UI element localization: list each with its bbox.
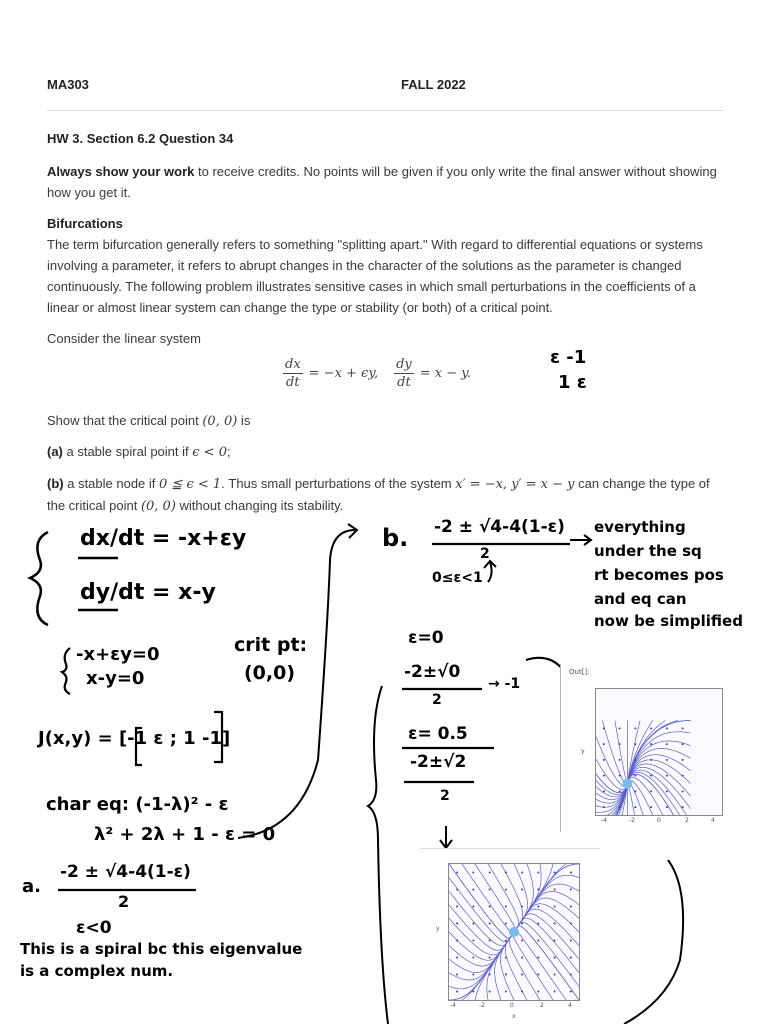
stream-line (449, 933, 513, 1000)
dx-rhs: = −x + ϵy, (308, 366, 379, 381)
stream-arrowhead (634, 759, 636, 761)
phase-portrait-bottom (420, 848, 600, 1025)
stream-arrowhead (682, 790, 684, 792)
stream-arrowhead (570, 889, 572, 891)
stream-arrowhead (537, 923, 539, 925)
stream-arrowhead (505, 940, 507, 942)
stream-arrowhead (537, 906, 539, 908)
stream-arrowhead (505, 906, 507, 908)
stream-arrowhead (619, 759, 621, 761)
stream-arrowhead (666, 743, 668, 745)
plot-top-output-label: Out[]: (569, 668, 590, 676)
stream-arrowhead (619, 790, 621, 792)
hw-char-eq: char eq: (-1-λ)² - ε (46, 794, 229, 815)
stream-arrowhead (472, 889, 474, 891)
stream-line (516, 904, 579, 932)
part-b-label: (b) (47, 476, 64, 491)
stream-arrowhead (521, 923, 523, 925)
stream-arrowhead (489, 940, 491, 942)
stream-arrowhead (650, 727, 652, 729)
stream-arrowhead (603, 743, 605, 745)
hw-e0-result: → -1 (488, 676, 521, 692)
stream-arrowhead (619, 775, 621, 777)
stream-line (501, 864, 523, 930)
dy-denominator: dt (397, 375, 411, 390)
part-b-pre: a stable node if (63, 476, 160, 491)
stream-arrowhead (603, 775, 605, 777)
hw-b-condition: 0≤ε<1 (432, 570, 483, 586)
stream-arrowhead (537, 889, 539, 891)
stream-arrowhead (554, 974, 556, 976)
part-b-post: without changing its stability. (175, 498, 344, 513)
stream-arrowhead (521, 940, 523, 942)
stream-line (628, 767, 691, 808)
part-b-condition: 0 ≦ ϵ < 1 (159, 477, 222, 492)
hw-crit-eq2: x-y=0 (86, 668, 145, 689)
stream-arrowhead (505, 974, 507, 976)
stream-line (449, 905, 512, 951)
stream-line (515, 864, 579, 931)
stream-arrowhead (505, 957, 507, 959)
hw-crit-point: (0,0) (244, 662, 296, 684)
stream-arrowhead (489, 872, 491, 874)
stream-arrowhead (570, 940, 572, 942)
stream-arrowhead (619, 727, 621, 729)
stream-arrowhead (603, 806, 605, 808)
plot-top-xtick: -4 (601, 817, 607, 824)
stream-arrowhead (472, 872, 474, 874)
stream-line (628, 721, 691, 781)
stream-arrowhead (619, 806, 621, 808)
plot-bottom-xlabel: x (512, 1013, 516, 1020)
stream-arrowhead (521, 957, 523, 959)
stream-arrowhead (634, 727, 636, 729)
stream-arrowhead (472, 906, 474, 908)
stream-line (515, 926, 579, 1000)
stream-arrowhead (570, 906, 572, 908)
stream-arrowhead (456, 991, 458, 993)
stream-arrowhead (537, 957, 539, 959)
hw-e0-formula: -2±√0 (404, 662, 461, 682)
stream-line (628, 721, 678, 782)
stream-arrowhead (472, 974, 474, 976)
stream-arrowhead (505, 889, 507, 891)
dy-numerator: dy (396, 357, 412, 372)
stream-arrowhead (472, 923, 474, 925)
stream-arrowhead (521, 872, 523, 874)
hw-b-note-line4: and eq can (594, 590, 687, 608)
plot-bottom-ylabel: y (436, 925, 440, 932)
stream-arrowhead (603, 790, 605, 792)
part-a-pre: a stable spiral point if (62, 444, 193, 459)
stream-line (462, 934, 513, 1001)
stream-arrowhead (682, 727, 684, 729)
stream-arrowhead (666, 759, 668, 761)
hw-matrix-bottom: 1 ε (558, 372, 587, 393)
stream-line (449, 864, 513, 938)
stream-arrowhead (537, 974, 539, 976)
show-point: (0, 0) (202, 414, 238, 429)
stream-arrowhead (634, 806, 636, 808)
stream-arrowhead (570, 974, 572, 976)
stream-arrowhead (472, 991, 474, 993)
stream-arrowhead (554, 940, 556, 942)
stream-arrowhead (456, 923, 458, 925)
stream-arrowhead (521, 906, 523, 908)
stream-line (515, 864, 553, 930)
stream-line (628, 760, 691, 784)
hw-b-formula: -2 ± √4-4(1-ε) (434, 517, 565, 537)
plot-bottom-xtick: 0 (510, 1002, 514, 1009)
part-a-post: ; (226, 444, 231, 459)
stream-arrowhead (682, 775, 684, 777)
stream-arrowhead (666, 727, 668, 729)
stream-line (513, 933, 554, 1000)
part-b-point: (0, 0) (140, 499, 176, 514)
stream-arrowhead (570, 957, 572, 959)
plot-top-ylabel: y (581, 748, 585, 755)
stream-arrowhead (650, 743, 652, 745)
stream-arrowhead (666, 790, 668, 792)
stream-line (449, 933, 513, 1000)
stream-arrowhead (634, 775, 636, 777)
stream-line (501, 935, 515, 1000)
hw-part-a-label: a. (22, 876, 41, 897)
hw-part-b-label: b. (382, 524, 409, 552)
stream-arrowhead (570, 991, 572, 993)
stream-arrowhead (456, 872, 458, 874)
stream-arrowhead (682, 759, 684, 761)
stream-arrowhead (489, 991, 491, 993)
stream-arrowhead (634, 790, 636, 792)
course-code: MA303 (47, 77, 89, 92)
stream-arrowhead (489, 906, 491, 908)
stream-arrowhead (456, 906, 458, 908)
stream-arrowhead (489, 889, 491, 891)
hw-b-note-line5: now be simplified (594, 612, 743, 630)
phase-portrait-top (560, 664, 729, 832)
stream-line (449, 932, 512, 960)
stream-arrowhead (634, 743, 636, 745)
part-b-mid2: can change the type of the critical point (47, 476, 710, 513)
stream-arrowhead (570, 923, 572, 925)
bifurcations-heading: Bifurcations (47, 216, 123, 231)
hw-b-note-line3: rt becomes pos (594, 566, 724, 584)
hw-title: HW 3. Section 6.2 Question 34 (47, 131, 234, 146)
hw-epsilon-zero: ε=0 (408, 628, 444, 648)
hw-char-eq2: λ² + 2λ + 1 - ε = 0 (94, 824, 276, 845)
stream-line (628, 785, 640, 815)
stream-line (449, 864, 513, 938)
hw-b-denominator: 2 (480, 546, 490, 562)
part-a-condition: ϵ < 0 (192, 445, 227, 460)
stream-arrowhead (472, 940, 474, 942)
dx-denominator: dt (286, 375, 300, 390)
dy-rhs: = x − y. (419, 366, 472, 381)
hw-matrix-top: ε -1 (550, 347, 587, 368)
stream-line (515, 922, 579, 986)
stream-arrowhead (456, 889, 458, 891)
hw-a-condition: ε<0 (76, 918, 112, 938)
plot-top-area (595, 688, 723, 816)
hw-a-denominator: 2 (118, 892, 130, 911)
instructions-bold: Always show your work (47, 164, 195, 179)
hw-epsilon-half: ε= 0.5 (408, 724, 468, 744)
stream-line (509, 934, 540, 1000)
hw-b-note-line1: everything (594, 518, 686, 536)
stream-arrowhead (682, 743, 684, 745)
stream-arrowhead (537, 940, 539, 942)
stream-arrowhead (666, 775, 668, 777)
stream-line (475, 934, 513, 1000)
stream-line (514, 864, 528, 929)
stream-arrowhead (570, 872, 572, 874)
critical-point-marker (623, 779, 633, 789)
stream-arrowhead (521, 974, 523, 976)
stream-arrowhead (650, 806, 652, 808)
show-pre: Show that the critical point (47, 413, 203, 428)
stream-line (488, 864, 519, 930)
stream-line (515, 864, 566, 931)
plot-bottom-xtick: 4 (568, 1002, 572, 1009)
stream-arrowhead (554, 872, 556, 874)
stream-arrowhead (505, 991, 507, 993)
stream-arrowhead (456, 974, 458, 976)
stream-line (475, 864, 516, 931)
plot-top-xtick: -2 (629, 817, 635, 824)
hw-jacobian: J(x,y) = [-1 ε ; 1 -1] (38, 728, 231, 749)
hw-crit-eq1: -x+εy=0 (76, 644, 160, 665)
stream-arrowhead (603, 727, 605, 729)
stream-arrowhead (666, 806, 668, 808)
plot-bottom-xtick: -2 (479, 1002, 485, 1009)
stream-line (515, 864, 579, 931)
plot-bottom-area (448, 863, 580, 1001)
part-b-mid: . Thus small perturbations of the system (221, 476, 456, 491)
critical-point-marker (509, 927, 519, 937)
part-b-system: x′ = −x, y′ = x − y (455, 477, 575, 492)
hw-a-formula: -2 ± √4-4(1-ε) (60, 862, 191, 882)
term-label: FALL 2022 (401, 77, 466, 92)
stream-arrowhead (489, 923, 491, 925)
stream-arrowhead (505, 923, 507, 925)
stream-arrowhead (554, 991, 556, 993)
part-a-label: (a) (47, 444, 63, 459)
consider-text: Consider the linear system (47, 331, 201, 346)
hw-a-note-line2: is a complex num. (20, 962, 174, 980)
hw-a-note-line1: This is a spiral bc this eigenvalue (20, 940, 303, 958)
stream-arrowhead (650, 759, 652, 761)
stream-arrowhead (554, 889, 556, 891)
hw-crit-label: crit pt: (234, 634, 308, 656)
stream-arrowhead (537, 991, 539, 993)
instructions-text: to receive credits. No points will be given if you only write the final answer without showing how you get it. (47, 164, 717, 200)
stream-arrowhead (554, 957, 556, 959)
hw-dy-system: dy/dt = x-y (80, 580, 216, 605)
stream-line (449, 878, 513, 942)
plot-top-xtick: 2 (685, 817, 689, 824)
stream-arrowhead (650, 790, 652, 792)
plot-bottom-xtick: 2 (540, 1002, 544, 1009)
hw-e05-denominator: 2 (440, 788, 450, 804)
stream-arrowhead (554, 906, 556, 908)
bifurcations-body: The term bifurcation generally refers to something "splitting apart." With regard to differential equations or systems involving a parameter, it refers to abrupt changes in the character of the solutions as the parameter is changed continuously. The following problem illustrates sensitive cases in which small perturbations in the coefficients of a linear or almost linear system can change the type or stability (or both) of a critical point. (47, 237, 703, 315)
plot-top-streams (596, 689, 722, 815)
stream-line (596, 721, 627, 787)
plot-top-xtick: 4 (711, 817, 715, 824)
stream-arrowhead (489, 974, 491, 976)
stream-arrowhead (521, 991, 523, 993)
stream-arrowhead (537, 872, 539, 874)
stream-line (515, 926, 579, 1000)
plot-bottom-streams (449, 864, 579, 1000)
stream-arrowhead (603, 759, 605, 761)
stream-arrowhead (554, 923, 556, 925)
hw-e05-formula: -2±√2 (410, 752, 467, 772)
hw-dx-system: dx/dt = -x+εy (80, 526, 247, 551)
stream-arrowhead (505, 872, 507, 874)
stream-arrowhead (472, 957, 474, 959)
plot-bottom-xtick: -4 (450, 1002, 456, 1009)
plot-top-xtick: 0 (657, 817, 661, 824)
stream-line (516, 914, 579, 960)
hw-e0-denominator: 2 (432, 692, 442, 708)
stream-arrowhead (619, 743, 621, 745)
stream-arrowhead (456, 957, 458, 959)
stream-arrowhead (650, 775, 652, 777)
stream-arrowhead (682, 806, 684, 808)
hw-b-note-line2: under the sq (594, 542, 702, 560)
stream-arrowhead (521, 889, 523, 891)
show-post: is (237, 413, 251, 428)
stream-line (505, 934, 527, 1000)
stream-line (615, 721, 627, 782)
dx-numerator: dx (285, 357, 301, 372)
stream-arrowhead (456, 940, 458, 942)
stream-arrowhead (489, 957, 491, 959)
